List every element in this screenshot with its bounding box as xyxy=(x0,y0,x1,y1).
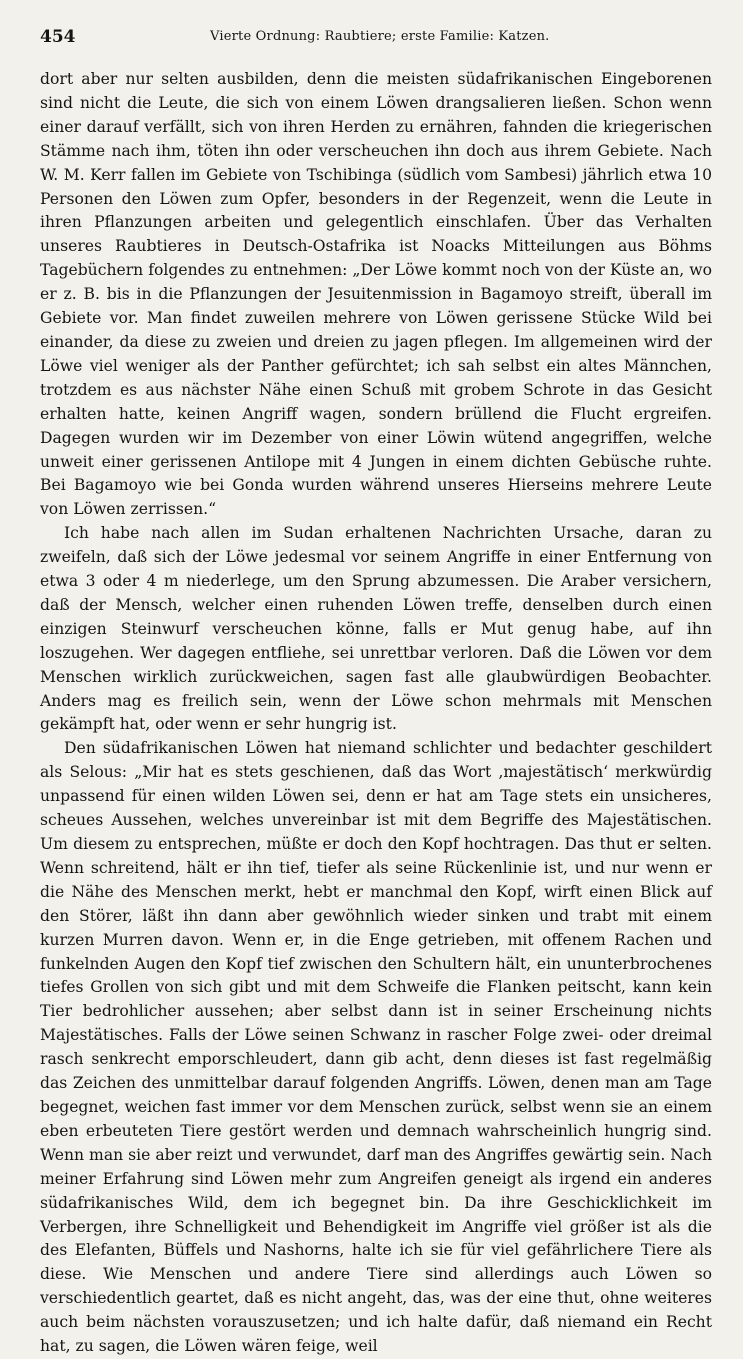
paragraph-3: Den südafrikanischen Löwen hat niemand schlichter und bedachter geschildert als Selous: „Mir hat es stets geschienen, daß das Wort ‚majestätisch‘ merkwürdig unpassend für einen wilden Löwen sei, denn er hat am Tage stets ein unsicheres, scheues Aussehen, welches unvereinbar ist mit dem Begriffe des Majestätischen. Um diesem zu entsprechen, müßte er doch den Kopf hochtragen. Das thut er selten. Wenn schreitend, hält er ihn tief, tiefer als seine Rückenlinie ist, und nur wenn er die Nähe des Menschen merkt, hebt er manchmal den Kopf, wirft einen Blick auf den Störer, läßt ihn dann aber gewöhnlich wieder sinken und trabt mit einem kurzen Murren davon. Wenn er, in die Enge getrieben, mit offenem Rachen und funkelnden Augen den Kopf tief zwischen den Schultern hält, ein ununterbrochenes tiefes Grollen von sich gibt und mit dem Schweife die Flanken peitscht, kann kein Tier bedrohlicher aussehen; aber selbst dann ist in seiner Erscheinung nichts Majestätisches. Falls der Löwe seinen Schwanz in rascher Folge zwei- oder dreimal rasch senkrecht emporschleudert, dann gib acht, denn dieses ist fast regelmäßig das Zeichen des unmittelbar darauf folgenden Angriffs. Löwen, denen man am Tage begegnet, weichen fast immer vor dem Menschen zurück, selbst wenn sie an einem eben erbeuteten Tiere gestört werden und demnach wahrscheinlich hungrig sind. Wenn man sie aber reizt und verwundet, darf man des Angriffes gewärtig sein. Nach meiner Erfahrung sind Löwen mehr zum Angreifen geneigt als irgend ein anderes südafrikanisches Wild, dem ich begegnet bin. Da ihre Geschicklichkeit im Verbergen, ihre Schnelligkeit und Behendigkeit im Angriffe viel größer ist als die des Elefanten, Büffels und Nashorns, halte ich sie für viel gefährlichere Tiere als diese. Wie Menschen und andere Tiere sind allerdings auch Löwen so verschiedentlich geartet, daß es nicht angeht, das, was der eine thut, ohne weiteres auch beim nächsten vorauszusetzen; und ich halte dafür, daß niemand ein Recht hat, zu sagen, die Löwen wären feige, weil xyxy=(40,739,712,1356)
page-number: 454 xyxy=(40,27,76,47)
paragraph-2: Ich habe nach allen im Sudan erhaltenen Nachrichten Ursache, daran zu zweifeln, daß sich der Löwe jedesmal vor seinem Angriffe in einer Entfernung von etwa 3 oder 4 m niederlege, um den Sprung abzumessen. Die Araber versichern, daß der Mensch, welcher einen ruhenden Löwen treffe, denselben durch einen einzigen Steinwurf verscheuchen könne, falls er Mut genug habe, auf ihn loszugehen. Wer dagegen entfliehe, sei unrettbar verloren. Daß die Löwen vor dem Menschen wirklich zurückweichen, sagen fast alle glaubwürdigen Beobachter. Anders mag es freilich sein, wenn der Löwe schon mehrmals mit Menschen gekämpft hat, oder wenn er sehr hungrig ist. xyxy=(40,524,712,734)
document-page xyxy=(40,22,712,1359)
page-header xyxy=(40,22,712,52)
body-text xyxy=(40,68,712,1359)
running-head: Vierte Ordnung: Raubtiere; erste Familie: Katzen. xyxy=(210,29,550,44)
paragraph-1: dort aber nur selten ausbilden, denn die meisten südafrikanischen Eingeborenen sind nicht die Leute, die sich von einem Löwen drangsalieren ließen. Schon wenn einer darauf verfällt, sich von ihren Herden zu ernähren, fahnden die kriegerischen Stämme nach ihm, töten ihn oder verscheuchen ihn doch aus ihrem Gebiete. Nach W. M. Kerr fallen im Gebiete von Tschibinga (südlich vom Sambesi) jährlich etwa 10 Personen den Löwen zum Opfer, besonders in der Regenzeit, wenn die Leute in ihren Pflanzungen arbeiten und gelegentlich einschlafen. Über das Verhalten unseres Raubtieres in Deutsch-Ostafrika ist Noacks Mitteilungen aus Böhms Tagebüchern folgendes zu entnehmen: „Der Löwe kommt noch von der Küste an, wo er z. B. bis in die Pflanzungen der Jesuitenmission in Bagamoyo streift, überall im Gebiete vor. Man findet zuweilen mehrere von Löwen gerissene Stücke Wild bei einander, da diese zu zweien und dreien zu jagen pflegen. Im allgemeinen wird der Löwe viel weniger als der Panther gefürchtet; ich sah selbst ein altes Männchen, trotzdem es aus nächster Nähe einen Schuß mit grobem Schrote in das Gesicht erhalten hatte, keinen Angriff wagen, sondern brüllend die Flucht ergreifen. Dagegen wurden wir im Dezember von einer Löwin wütend angegriffen, welche unweit einer gerissenen Antilope mit 4 Jungen in einem dichten Gebüsche ruhte. Bei Bagamoyo wie bei Gonda wurden während unseres Hierseins mehrere Leute von Löwen zerrissen.“ xyxy=(40,70,712,519)
